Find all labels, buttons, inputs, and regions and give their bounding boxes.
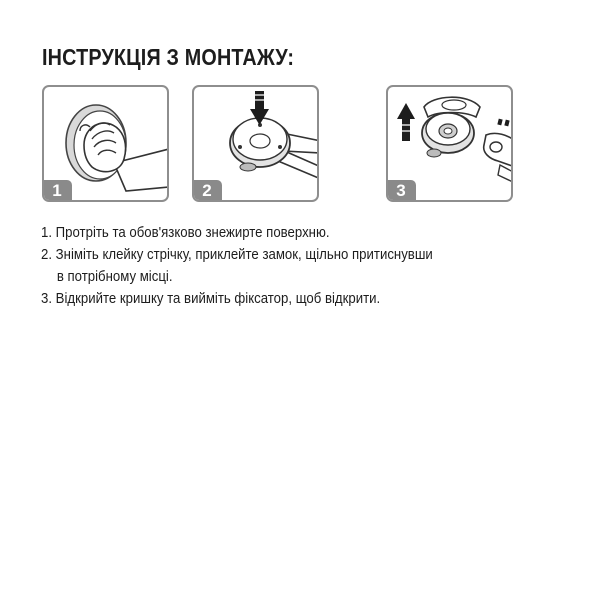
step-1-illustration <box>42 85 169 202</box>
instruction-step-3 <box>41 288 433 310</box>
instruction-text: 2. Зніміть клейку стрічку, приклейте замок, щільно притиснувши <box>41 246 433 263</box>
instruction-text: 1. Протріть та обов'язково знежирте поверхню. <box>41 224 330 241</box>
instruction-text: 3. Відкрийте кришку та вийміть фіксатор, щоб відкрити. <box>41 290 381 307</box>
page-title: ІНСТРУКЦІЯ З МОНТАЖУ: <box>42 44 295 70</box>
instruction-step-2 <box>41 244 433 288</box>
step-2-illustration <box>192 85 319 202</box>
instruction-step-1 <box>41 222 433 244</box>
step-number-badge: 1 <box>42 180 72 202</box>
instruction-text-continued: в потрібному місці. <box>56 268 173 285</box>
step-3-illustration <box>386 85 513 202</box>
instruction-list <box>41 222 433 310</box>
step-number-badge: 3 <box>386 180 416 202</box>
step-number-badge: 2 <box>192 180 222 202</box>
